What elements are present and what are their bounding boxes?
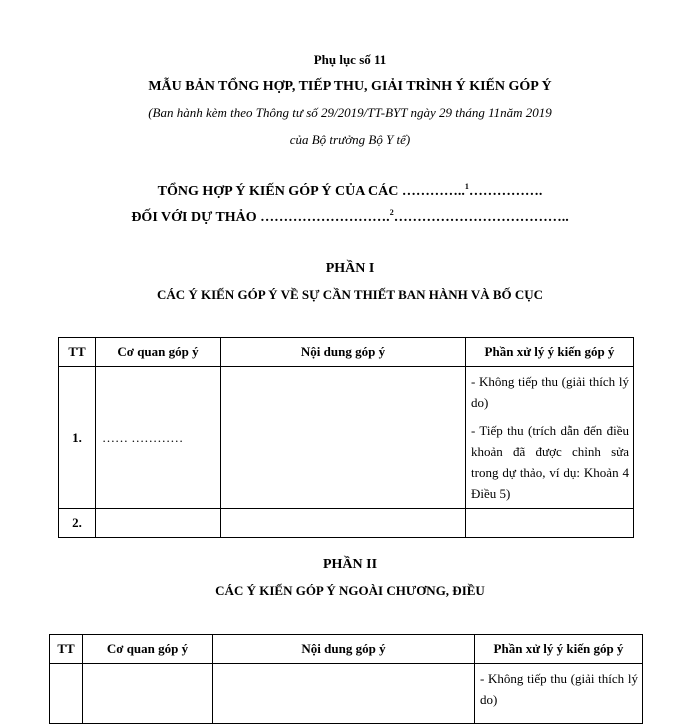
handling-cell (466, 367, 634, 509)
col-header-agency: Cơ quan góp ý (96, 338, 221, 367)
agency-cell (83, 664, 213, 724)
part2-heading: PHẦN II (322, 557, 378, 572)
issued-note-line2: của Bộ trưởng Bộ Y tế) (289, 132, 411, 147)
summary-line-draft-tail: ……………………………….. (393, 210, 569, 225)
agency-cell: …… ………… (96, 367, 221, 509)
content-cell (213, 664, 475, 724)
summary-line-draft-text: ĐỐI VỚI DỰ THẢO ………………………. (131, 210, 390, 225)
col-header-tt: TT (50, 635, 83, 664)
summary-line-draft (0, 208, 700, 225)
content-cell (221, 367, 466, 509)
handling-cell (475, 664, 643, 724)
col-header-tt: TT (59, 338, 96, 367)
col-header-handling: Phần xử lý ý kiến góp ý (475, 635, 643, 664)
form-title: MẪU BẢN TỔNG HỢP, TIẾP THU, GIẢI TRÌNH Ý KIẾN GÓP Ý (148, 79, 552, 94)
table-row (59, 509, 634, 538)
footnote-ref-1: 1 (464, 182, 469, 191)
col-header-content: Nội dung góp ý (221, 338, 466, 367)
summary-line-agencies-tail: ……………. (468, 184, 543, 199)
col-header-content: Nội dung góp ý (213, 635, 475, 664)
col-header-handling: Phần xử lý ý kiến góp ý (466, 338, 634, 367)
table-row (50, 664, 643, 724)
handling-not-accepted: - Không tiếp thu (giải thích lý do) (480, 671, 638, 707)
part1-title: CÁC Ý KIẾN GÓP Ý VỀ SỰ CẦN THIẾT BAN HÀNH VÀ BỐ CỤC (156, 287, 544, 302)
part1-table (58, 337, 634, 538)
part2-title: CÁC Ý KIẾN GÓP Ý NGOÀI CHƯƠNG, ĐIỀU (215, 583, 485, 598)
part2-table (49, 634, 643, 724)
part1-heading: PHẦN I (325, 261, 375, 276)
content-cell (221, 509, 466, 538)
col-header-agency: Cơ quan góp ý (83, 635, 213, 664)
footnote-ref-2: 2 (389, 208, 394, 217)
summary-line-agencies-text: TỔNG HỢP Ý KIẾN GÓP Ý CỦA CÁC ………….. (157, 184, 465, 199)
row-number: 1. (59, 367, 96, 509)
table-row (59, 367, 634, 509)
agency-cell (96, 509, 221, 538)
issued-note-line1: (Ban hành kèm theo Thông tư số 29/2019/TT-BYT ngày 29 tháng 11năm 2019 (148, 105, 552, 120)
part1-table-header-row (59, 338, 634, 367)
handling-cell (466, 509, 634, 538)
appendix-number: Phụ lục số 11 (313, 52, 387, 67)
handling-accepted: - Tiếp thu (trích dẫn đến điều khoản đã được chỉnh sửa trong dự thảo, ví dụ: Khoản 4 Điều 5) (471, 423, 629, 501)
row-number (50, 664, 83, 724)
part2-table-header-row (50, 635, 643, 664)
row-number: 2. (59, 509, 96, 538)
handling-not-accepted: - Không tiếp thu (giải thích lý do) (471, 374, 629, 410)
summary-line-agencies (0, 182, 700, 199)
